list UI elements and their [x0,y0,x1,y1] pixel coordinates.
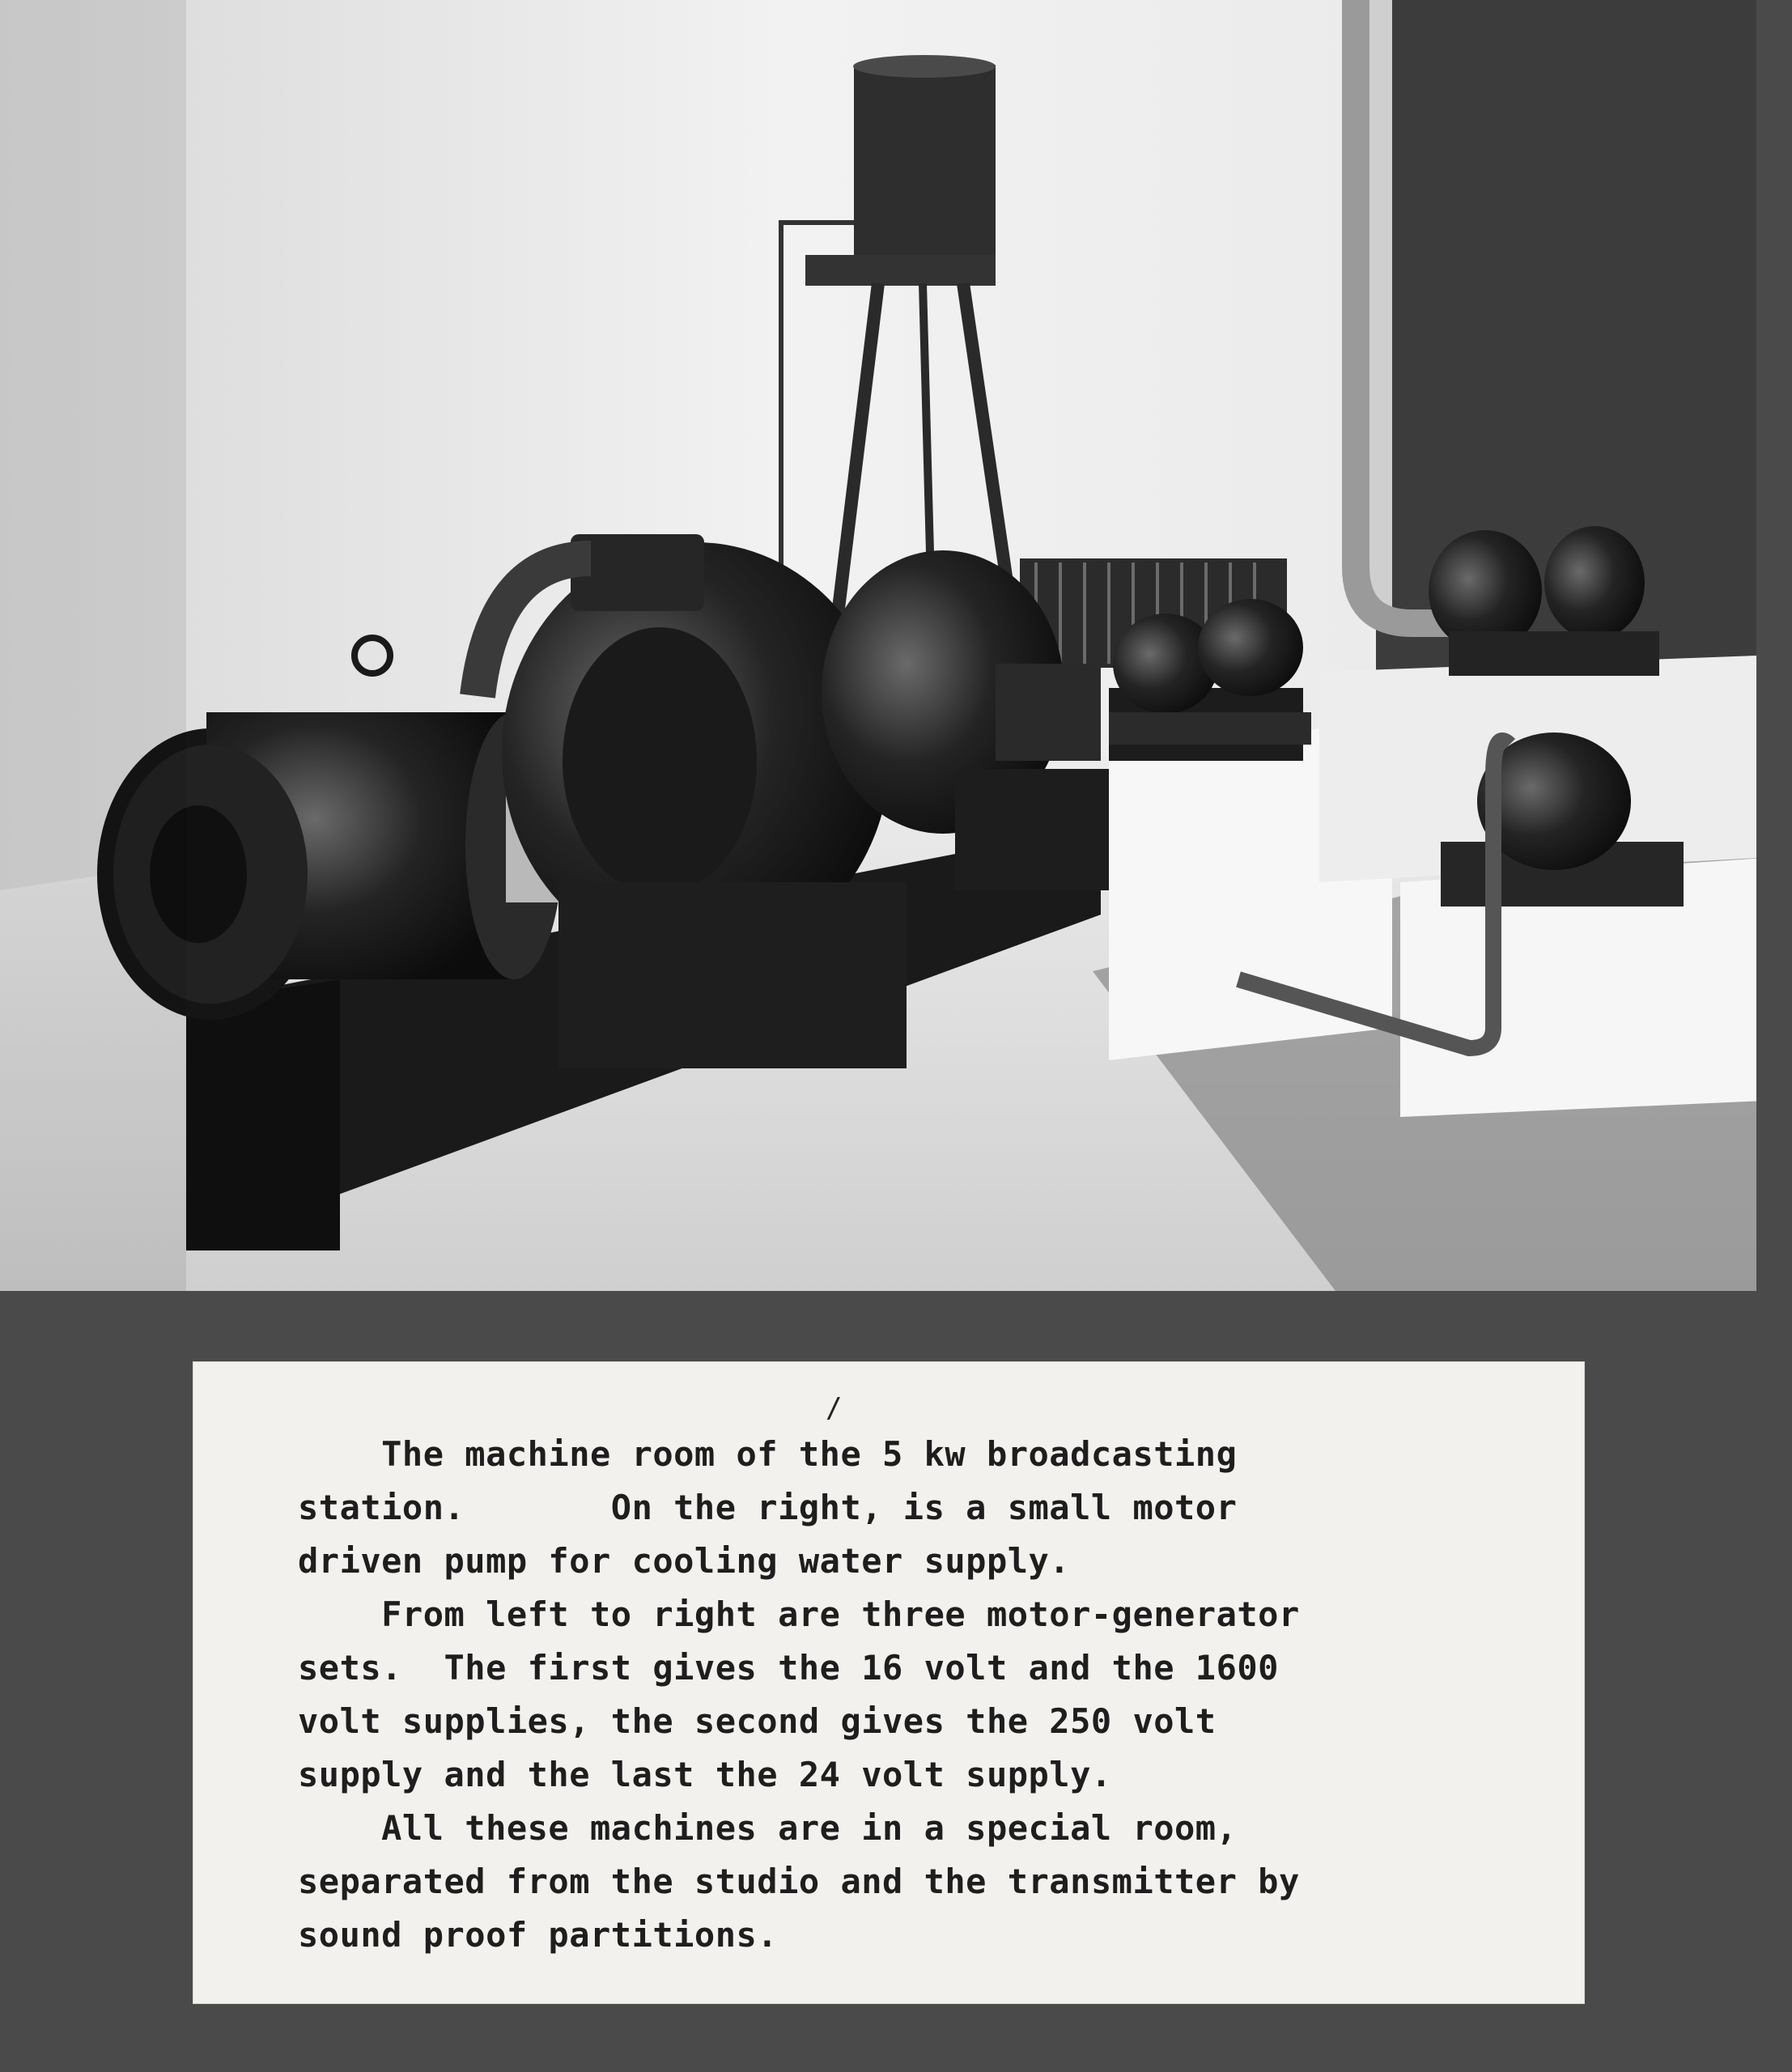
caption-line: separated from the studio and the transmitter by [298,1862,1300,1901]
caption-line: All these machines are in a special room, [298,1808,1238,1848]
caption-card [193,1361,1585,2004]
caption-line: driven pump for cooling water supply. [298,1541,1071,1581]
caption-mark: / [826,1392,843,1424]
caption-text [298,1428,1528,1962]
caption-line: From left to right are three motor-generator [298,1594,1300,1634]
caption-line: station. On the right, is a small motor [298,1488,1238,1527]
caption-line: supply and the last the 24 volt supply. [298,1755,1112,1794]
caption-line: The machine room of the 5 kw broadcasting [298,1434,1238,1474]
caption-line: sets. The first gives the 16 volt and the 1600 [298,1648,1279,1688]
caption-line: volt supplies, the second gives the 250 volt [298,1701,1217,1741]
caption-line: sound proof partitions. [298,1915,779,1955]
